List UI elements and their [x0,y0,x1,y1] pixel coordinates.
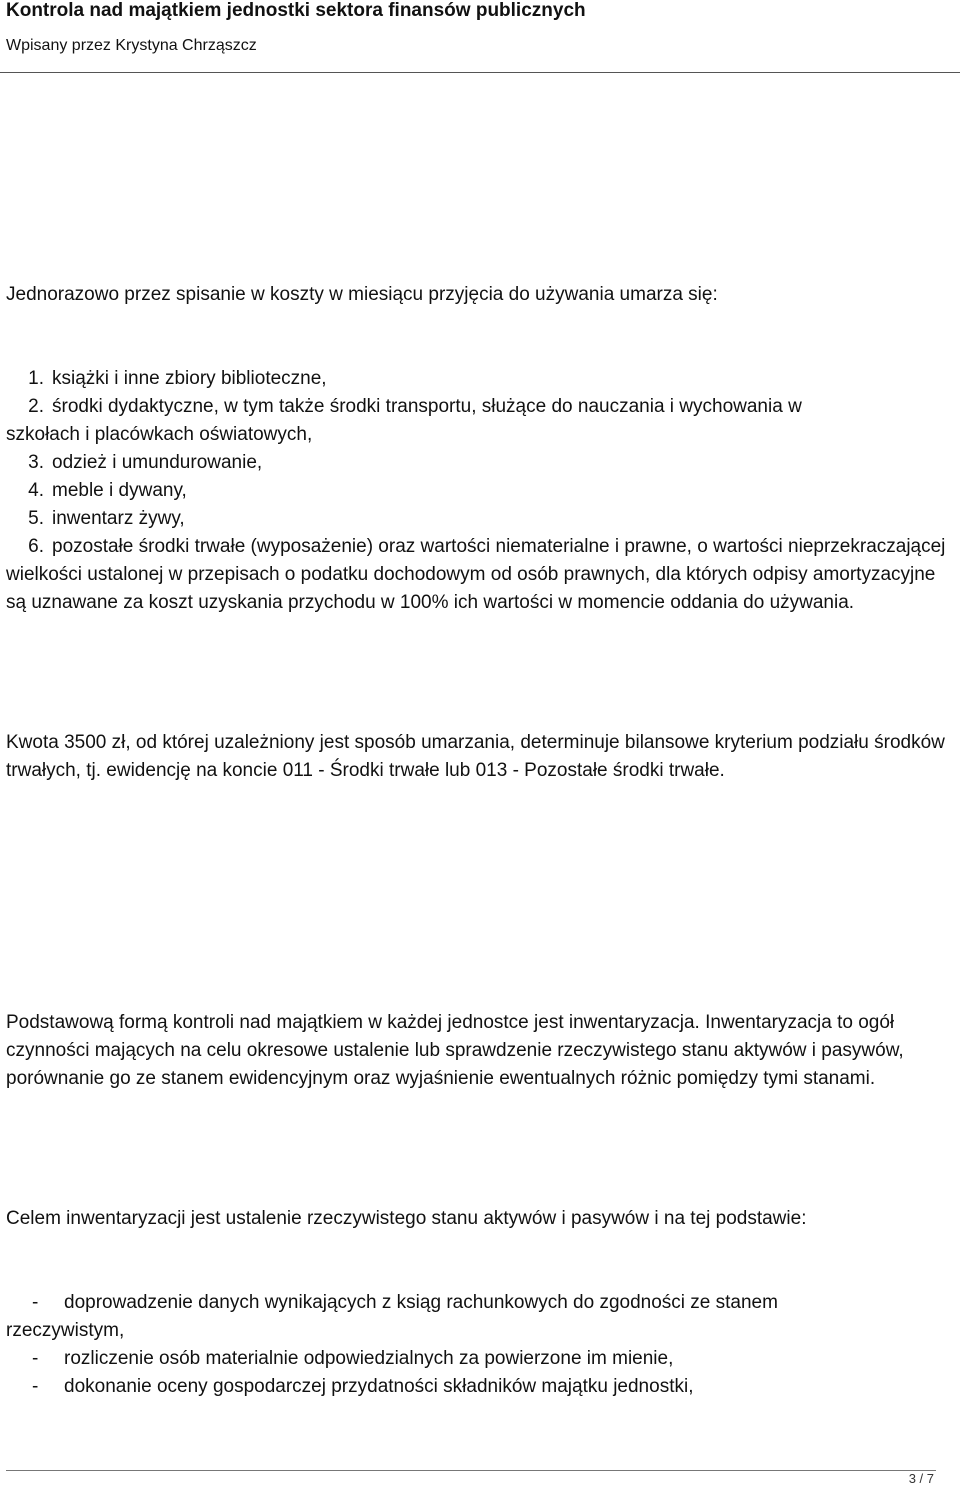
intro-paragraph [6,281,956,309]
list-item: 1. książki i inne zbiory biblioteczne, [28,368,327,389]
document-title: Kontrola nad majątkiem jednostki sektora finansów publicznych [6,0,586,21]
list-item: 6. pozostałe środki trwałe (wyposażenie) oraz wartości niematerialne i prawne, o wartości nieprzekraczającej wielkości ustalonej w przepisach o podatku dochodowym od osób prawnych, dla których odpisy amortyzacyjne są uznawane za koszt uzyskania przychodu w 100% ich wartości w momencie oddania do używania. [6,536,946,613]
kwota-text: Kwota 3500 zł, od której uzależniony jest sposób umarzania, determinuje bilansowe kryterium podziału środków trwałych, tj. ewidencję na koncie 011 - Środki trwałe lub 013 - Pozostałe środki trwałe. [6,732,945,781]
podstawowa-text: Podstawową formą kontroli nad majątkiem w każdej jednostce jest inwentaryzacja. Inwentaryzacja to ogół czynności mających na celu okresowe ustalenie lub sprawdzenie rzeczywistego stanu aktywów i pasywów, porównanie go ze stanem ewidencyjnym oraz wyjaśnienie ewentualnych różnic pomiędzy tymi stanami. [6,1012,904,1089]
document-header [6,0,956,56]
celem-paragraph [6,1205,956,1233]
list-item: 5. inwentarz żywy, [28,508,185,529]
page-number: 3 / 7 [908,1471,934,1486]
podstawowa-paragraph [6,1009,956,1093]
dash-list [6,1289,956,1401]
list-item: 4. meble i dywany, [28,480,187,501]
footer-divider [6,1470,936,1471]
list-item: 3. odzież i umundurowanie, [28,452,263,473]
list-item: - rozliczenie osób materialnie odpowiedzialnych za powierzone im mienie, [32,1348,674,1369]
list-item: - doprowadzenie danych wynikających z ksiąg rachunkowych do zgodności ze stanem rzeczywistym, [6,1292,778,1341]
list-item: - dokonanie oceny gospodarczej przydatności składników majątku jednostki, [32,1376,694,1397]
amortization-list [6,365,956,617]
list-item: 2. środki dydaktyczne, w tym także środki transportu, służące do nauczania i wychowania w szkołach i placówkach oświatowych, [6,396,802,445]
celem-text: Celem inwentaryzacji jest ustalenie rzeczywistego stanu aktywów i pasywów i na tej podstawie: [6,1208,807,1229]
header-divider [0,72,960,73]
kwota-paragraph [6,729,956,785]
intro-text: Jednorazowo przez spisanie w koszty w miesiącu przyjęcia do używania umarza się: [6,284,718,305]
document-author: Wpisany przez Krystyna Chrząszcz [6,37,257,54]
